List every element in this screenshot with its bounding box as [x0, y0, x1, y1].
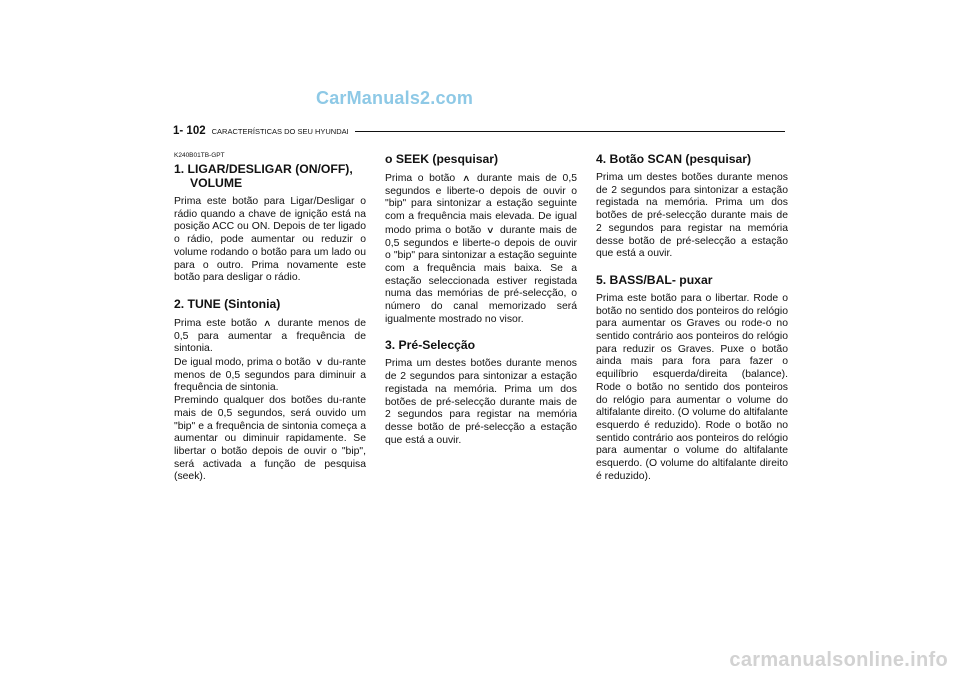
paragraph-seek-function: Premindo qualquer dos botões du-rante mais de 0,5 segundos, será ouvido um "bip" e a frequência de sintonia começa a aumentar ou diminuir rapidamente. Se libertar o botão depois de ouvir o "bip", será activada a função de pesquisa (seek).: [174, 395, 366, 483]
text-segment: durante mais de 0,5 segundos e liberte-o depois de ouvir o "bip" para sintonizar a estação seguinte com a frequência mais elevada. De igual modo prima o botão: [385, 173, 578, 236]
paragraph-bass-bal: Prima este botão para o libertar. Rode o botão no sentido dos ponteiros do relógio para aumentar os Graves ou rode-o no sentido contrário aos ponteiros do relógio para reduzir os Graves. Puxe o botão ainda mais para fora para fazer o equilíbrio esquerda/direita (balance). Rode o botão no sentido dos ponteiros do relógio para aumentar o volume do altifalante direito. (O volume do altifalante esquerdo é reduzido). Rode o botão no sentido contrário aos ponteiros do relógio para aumentar o volume do altifalante esquerdo. (O volume do altifalante direito é reduzido).: [596, 292, 788, 482]
header-divider: [355, 131, 785, 132]
text-segment: du-rante menos de 0,5 segundos para diminuir a frequência de sintonia.: [174, 357, 367, 394]
paragraph-scan: Prima um destes botões durante menos de 2 segundos para sintonizar a estação registada na memória. Prima um dos botões de pré-selecção durante mais de 2 segundos para registar na memória desse botão de pré-selecção a estação que está a ouvir.: [596, 172, 788, 260]
heading-bass-bal: 5. BASS/BAL- puxar: [596, 272, 713, 287]
text-segment: Prima o botão: [385, 173, 456, 184]
paragraph-tune-down: [174, 356, 366, 395]
heading-scan: 4. Botão SCAN (pesquisar): [596, 152, 752, 166]
text-segment: Prima este botão: [174, 317, 257, 329]
up-arrow-icon: ∧: [461, 173, 471, 183]
watermark-bottom: carmanualsonline.info: [729, 649, 948, 671]
reference-code: K240B01TB-GPT: [174, 152, 225, 159]
heading-preset: 3. Pré-Selecção: [385, 338, 476, 353]
down-arrow-icon: ∨: [486, 224, 495, 235]
watermark-top: CarManuals2.com: [316, 88, 474, 108]
up-arrow-icon: ∧: [263, 317, 272, 328]
text-segment: De igual modo, prima o botão: [174, 357, 311, 369]
page-number: 1- 102: [173, 125, 206, 137]
text-segment: durante mais de 0,5 segundos e liberte-o depois de ouvir o "bip" para sintonizar a estação seguinte com a frequência mais baixa. Se a estação seleccionada estiver registada numa das memórias de pré-selecção, o número do canal memorizado será igualmente mostrado no visor.: [385, 224, 578, 325]
column-1: [174, 152, 366, 484]
column-3: [596, 152, 788, 483]
heading-on-off-volume: [174, 162, 366, 190]
heading-line-1: 1. LIGAR/DESLIGAR (ON/OFF),: [174, 162, 353, 176]
paragraph-seek: [385, 172, 577, 326]
heading-tune: 2. TUNE (Sintonia): [174, 296, 281, 311]
section-title: CARACTERÍSTICAS DO SEU HYUNDAI: [211, 126, 349, 136]
page-header: [173, 123, 785, 139]
paragraph-on-off: Prima este botão para Ligar/Desligar o rádio quando a chave de ignição está na posição ACC ou ON. Depois de ter ligado o rádio, pode aumentar ou reduzir o volume rodando o botão para um lado ou para o outro. Prima novamente este botão para desligar o rádio.: [174, 196, 366, 284]
down-arrow-icon: ∨: [314, 357, 324, 368]
heading-line-2: VOLUME: [190, 176, 243, 190]
heading-seek: o SEEK (pesquisar): [385, 152, 499, 166]
text-segment: durante menos de 0,5 para aumentar a frequência de sintonia.: [174, 317, 366, 355]
paragraph-preset: Prima um destes botões durante menos de 2 segundos para sintonizar a estação registada na memória. Prima um dos botões de pré-selecção durante mais de 2 segundos para registar na memória desse botão de pré-selecção a estação que está a ouvir.: [385, 358, 577, 446]
paragraph-tune-up: [174, 317, 366, 356]
column-2: [385, 152, 577, 447]
